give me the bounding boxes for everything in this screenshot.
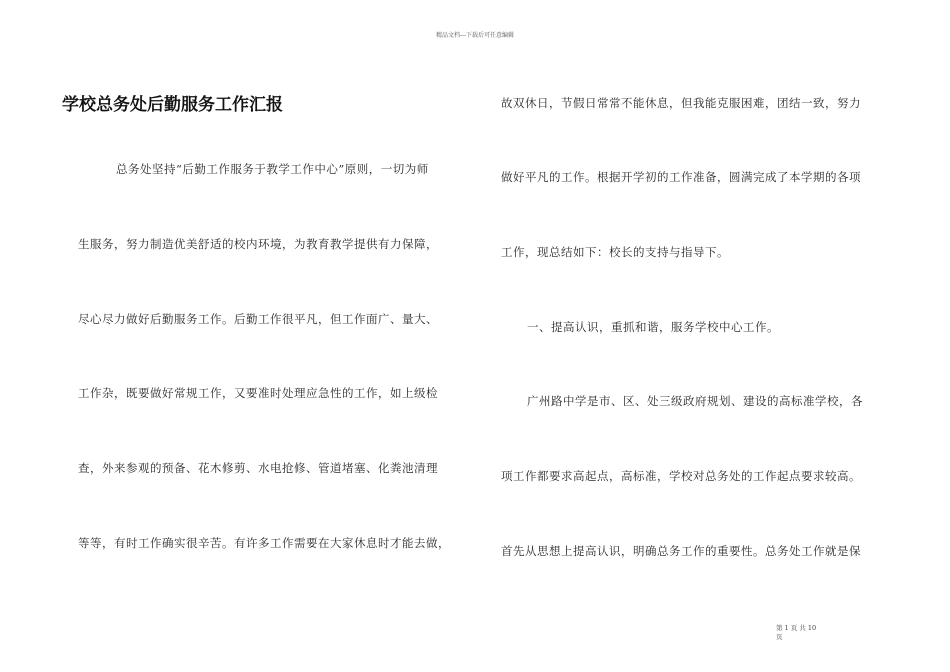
- left-line-1: 总务处坚持“后勤工作服务于教学工作中心”原则，一切为师: [116, 162, 429, 176]
- left-line-5: 查，外来参观的预备、花木修剪、水电抢修、管道堵塞、化粪池清理: [78, 461, 438, 475]
- document-title: 学校总务处后勤服务工作汇报: [62, 95, 283, 115]
- right-section-heading: 一、提高认识，重抓和谐，服务学校中心工作。: [527, 320, 779, 334]
- right-line-2: 做好平凡的工作。根据开学初的工作准备，圆满完成了本学期的各项: [501, 170, 861, 184]
- left-line-4: 工作杂，既要做好常规工作，又要准时处理应急性的工作，如上级检: [78, 386, 438, 400]
- page-number-suffix: 页: [776, 633, 783, 641]
- right-line-6: 项工作都要求高起点，高标准，学校对总务处的工作起点要求较高。: [501, 469, 861, 483]
- right-line-5: 广州路中学是市、区、处三级政府规划、建设的高标准学校，各: [527, 394, 863, 408]
- right-line-1: 故双休日，节假日常常不能休息，但我能克服困难，团结一致，努力: [501, 96, 861, 110]
- left-line-6: 等等，有时工作确实很辛苦。有许多工作需要在大家休息时才能去做，: [78, 536, 450, 550]
- right-line-3: 工作，现总结如下：校长的支持与指导下。: [501, 245, 729, 259]
- right-line-7: 首先从思想上提高认识，明确总务工作的重要性。总务处工作就是保: [501, 544, 861, 558]
- page-number: [776, 624, 836, 642]
- document-header: 精品文档---下载后可任意编辑: [435, 32, 515, 39]
- page-number-label: 第 1 页 共 10: [776, 624, 817, 632]
- left-line-3: 尽心尽力做好后勤服务工作。后勤工作很平凡，但工作面广、量大、: [78, 312, 438, 326]
- left-line-2: 生服务，努力制造优美舒适的校内环境，为教育教学提供有力保障，: [78, 237, 438, 251]
